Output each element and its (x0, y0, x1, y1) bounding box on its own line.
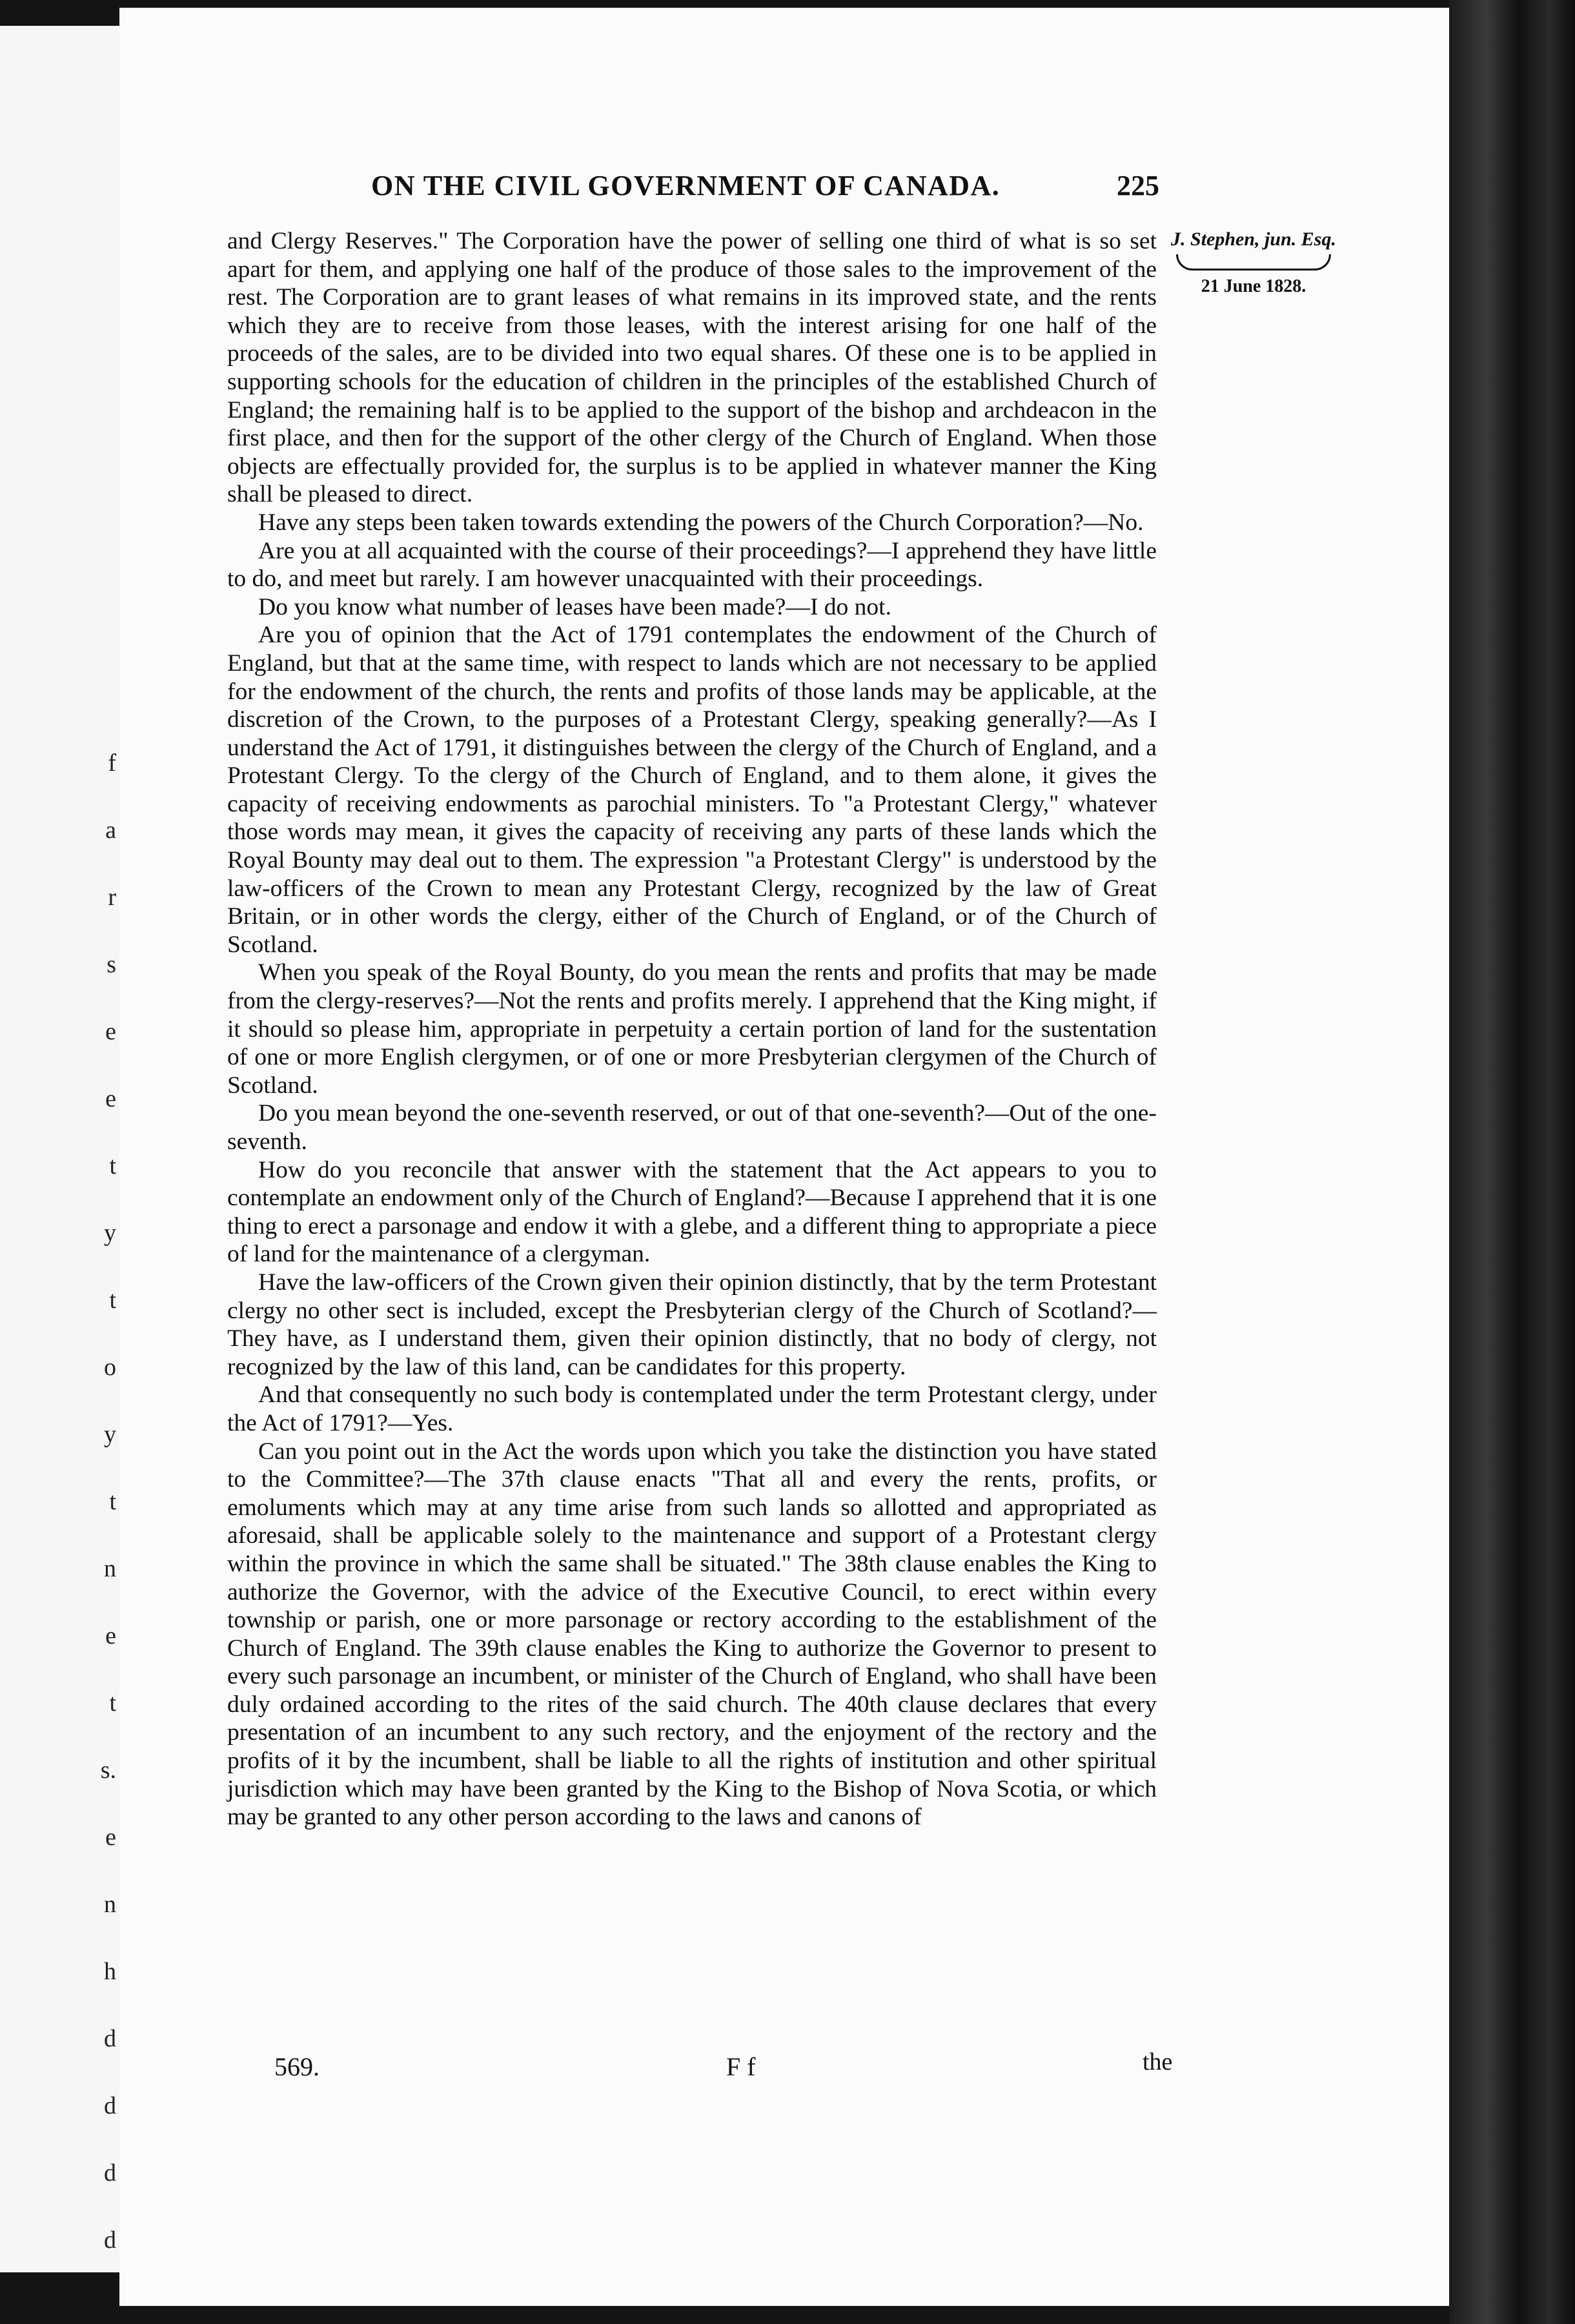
facing-page-fragment: f (108, 749, 116, 777)
facing-page-fragment: d (104, 2159, 116, 2186)
facing-page-fragment: t (109, 1488, 116, 1515)
facing-page-fragment: t (109, 1287, 116, 1314)
facing-page-fragment: n (104, 1555, 116, 1582)
paragraph: Have any steps been taken towards extending the powers of the Church Corporation?—No. (258, 509, 1144, 536)
paragraph: Do you know what number of leases have been made?—I do not. (258, 593, 891, 620)
margin-note-brace (1176, 254, 1331, 270)
paragraph: How do you reconcile that answer with the statement that the Act appears to you to contemplate an endowment only of the Church of England?—Because I apprehend that it is one thing to erect a parsonage and endow it with a glebe, and a different thing to appropriate a piece of land for the maintenance of a clergyman. (227, 1156, 1157, 1268)
facing-page-fragment: d (104, 2092, 116, 2119)
book-spine-shadow (1449, 0, 1575, 2324)
margin-note-date: 21 June 1828. (1201, 276, 1306, 296)
signature-number: 569. (274, 2052, 320, 2081)
facing-page-edge (27, 26, 124, 2272)
facing-page-fragment: d (104, 2227, 116, 2254)
body-text (227, 227, 1157, 1831)
paragraph: When you speak of the Royal Bounty, do you mean the rents and profits that may be made from the clergy-reserves?—Not the rents and profits merely. I apprehend that the King might, if it should so please him, appropriate in perpetuity a certain portion of land for the sustentation of one or more English clergymen, or of one or more Presbyterian clergymen of the Church of Scotland. (227, 959, 1157, 1099)
paragraph: And that consequently no such body is contemplated under the term Protestant clergy, under the Act of 1791?—Yes. (227, 1381, 1157, 1436)
facing-page-fragment: n (104, 1891, 116, 1918)
facing-page-fragment: e (105, 1824, 116, 1851)
facing-page-fragment: e (105, 1085, 116, 1112)
margin-note-author: J. Stephen, jun. Esq. (1171, 229, 1336, 250)
facing-page-fragment: t (109, 1152, 116, 1179)
facing-page-fragment: y (104, 1421, 116, 1448)
paragraph: Do you mean beyond the one-seventh reserved, or out of that one-seventh?—Out of the one-seventh. (227, 1100, 1157, 1155)
paragraph: Are you of opinion that the Act of 1791 contemplates the endowment of the Church of England, but that at the same time, with respect to lands which are not necessary to be applied for the endowment of the church, the rents and profits of those lands may be applicable, at the discretion of the Crown, to the purposes of a Protestant Clergy, speaking generally?—As I understand the Act of 1791, it distinguishes between the clergy of the Church of England, and a Protestant Clergy. To the clergy of the Church of England, and to them alone, it gives the capacity of receiving endowments as parochial ministers. To "a Protestant Clergy," whatever those words may mean, it gives the capacity of receiving any parts of these lands which the Royal Bounty may deal out to them. The expression "a Protestant Clergy" is understood by the law-officers of the Crown to mean any Protestant Clergy, recognized by the law of Great Britain, or in other words the clergy, either of the Church of England, or of the Church of Scotland. (227, 622, 1157, 958)
margin-note (1170, 227, 1337, 299)
paragraph: Are you at all acquainted with the course of their proceedings?—I apprehend they have little to do, and meet but rarely. I am however unacquainted with their proceedings. (227, 537, 1157, 593)
facing-page-fragment: s. (100, 1757, 116, 1784)
facing-page-fragment: s (107, 951, 116, 978)
facing-page-fragment: a (105, 817, 116, 844)
paragraph: Have the law-officers of the Crown given their opinion distinctly, that by the term Protestant clergy no other sect is included, except the Presbyterian clergy of the Church of Scotland?—They have, as I understand them, given their opinion distinctly, that no body of clergy, not recognized by the law of this land, can be candidates for this property. (227, 1269, 1157, 1380)
facing-page-fragment: d (104, 2025, 116, 2052)
facing-page-fragment: y (104, 1219, 116, 1247)
catchword: the (1143, 2048, 1173, 2075)
paragraph: Can you point out in the Act the words upon which you take the distinction you have stated to the Committee?—The 37th clause enacts "That all and every the rents, profits, or emoluments which may at any time arise from such lands so allotted and appropriated as aforesaid, shall be applicable solely to the maintenance and support of a Protestant clergy within the province in which the same shall be situated." The 38th clause enables the King to authorize the Governor, with the advice of the Executive Council, to erect within every township or parish, one or more parsonage or rectory according to the establishment of the Church of England. The 39th clause enables the King to authorize the Governor to present to every such parsonage an incumbent, or minister of the Church of England, who shall have been duly ordained according to the rites of the said church. The 40th clause declares that every presentation of an incumbent to any such rectory, and the enjoyment of the rectory and the profits of it by the incumbent, shall be liable to all the rights of institution and other spiritual jurisdiction which may have been granted by the King to the Bishop of Nova Scotia, or which may be granted to any other person according to the laws and canons of (227, 1438, 1157, 1831)
signature-mark: F f (726, 2052, 756, 2081)
facing-page (0, 26, 136, 2272)
facing-page-fragment: r (108, 884, 116, 911)
facing-page-fragment: e (105, 1018, 116, 1045)
paragraph: and Clergy Reserves." The Corporation have the power of selling one third of what is so set apart for them, and applying one half of the produce of those sales to the improvement of the rest. The Corporation are to grant leases of what remains in its improved state, and the rents which they are to receive from those leases, with the interest arising for one half of the proceeds of the sales, are to be divided into two equal shares. Of these one is to be applied in supporting schools for the education of children in the principles of the established Church of England; the remaining half is to be applied to the support of the bishop and archdeacon in the first place, and then for the support of the other clergy of the Church of England. When those objects are effectually provided for, the surplus is to be applied in whatever manner the King shall be pleased to direct. (227, 228, 1157, 508)
running-title: ON THE CIVIL GOVERNMENT OF CANADA. (371, 170, 1001, 201)
facing-page-fragment: o (104, 1354, 116, 1381)
facing-page-fragment: h (104, 1958, 116, 1985)
page-number: 225 (1117, 170, 1159, 201)
facing-page-fragment: e (105, 1622, 116, 1649)
facing-page-fragment: t (109, 1689, 116, 1717)
